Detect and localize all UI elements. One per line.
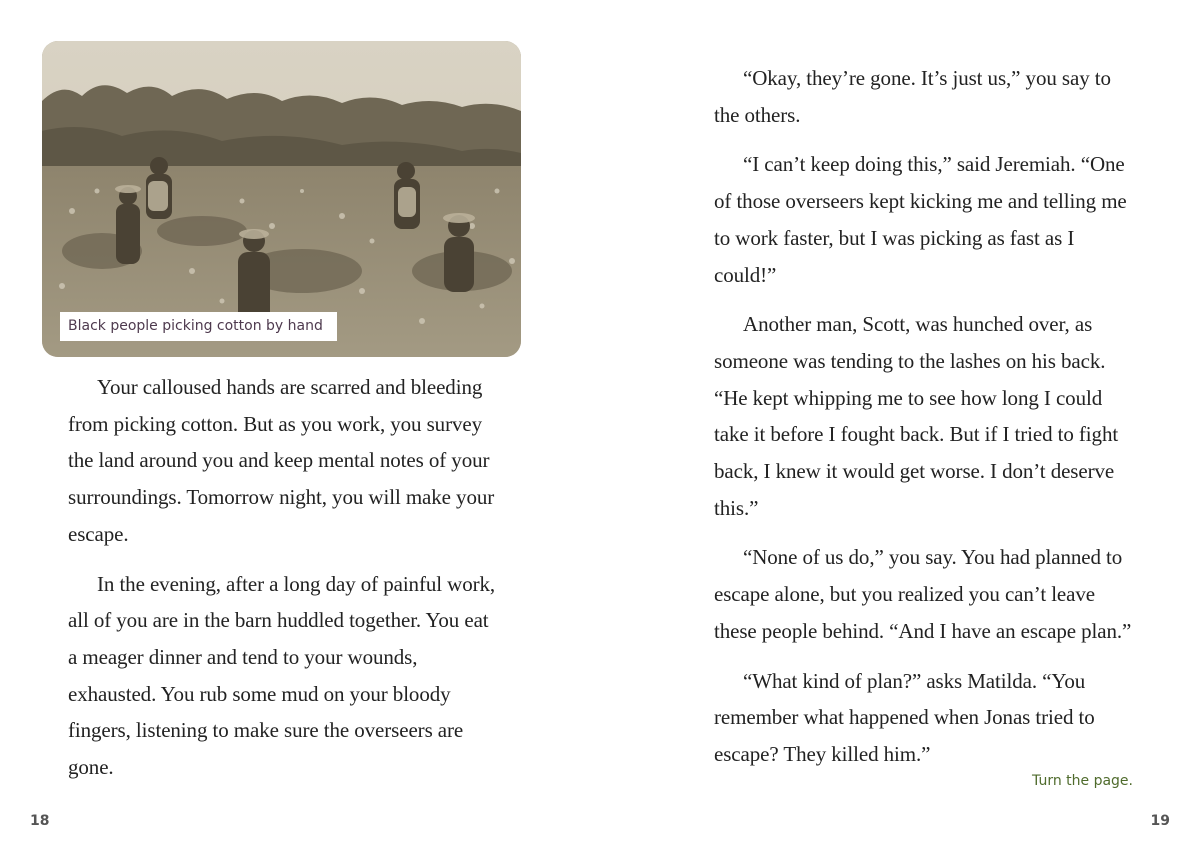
cotton-field-photo — [42, 41, 521, 357]
turn-page-prompt[interactable]: Turn the page. — [1032, 773, 1133, 789]
right-page — [600, 0, 1200, 857]
sepia-photo-image — [42, 41, 521, 357]
paragraph: Another man, Scott, was hunched over, as someone was tending to the lashes on his back. “He kept whipping me to see how long I could take it before I fought back. But if I tried to fight back, I knew it would get worse. I don’t deserve this.” — [714, 312, 1119, 520]
photo-caption: Black people picking cotton by hand — [60, 312, 337, 341]
paragraph: “What kind of plan?” asks Matilda. “You remember what happened when Jonas tried to escape? They killed him.” — [714, 668, 1095, 766]
paragraph: “Okay, they’re gone. It’s just us,” you say to the others. — [714, 66, 1111, 127]
paragraph: “I can’t keep doing this,” said Jeremiah. “One of those overseers kept kicking me and telling me to work faster, but I was picking as fast as I could!” — [714, 152, 1127, 287]
paragraph: In the evening, after a long day of painful work, all of you are in the barn huddled together. You eat a meager dinner and tend to your wounds, exhausted. You rub some mud on your bloody fingers, listening to make sure the overseers are gone. — [68, 571, 496, 780]
right-page-text — [714, 60, 1134, 786]
page-number-left: 18 — [30, 813, 50, 829]
paragraph: “None of us do,” you say. You had planned to escape alone, but you realized you can’t leave these people behind. “And I have an escape plan.” — [714, 545, 1132, 643]
paragraph: Your calloused hands are scarred and bleeding from picking cotton. But as you work, you survey the land around you and keep mental notes of your surroundings. Tomorrow night, you will make your escape. — [68, 375, 495, 546]
left-page-text — [68, 369, 498, 799]
page-number-right: 19 — [1150, 813, 1170, 829]
